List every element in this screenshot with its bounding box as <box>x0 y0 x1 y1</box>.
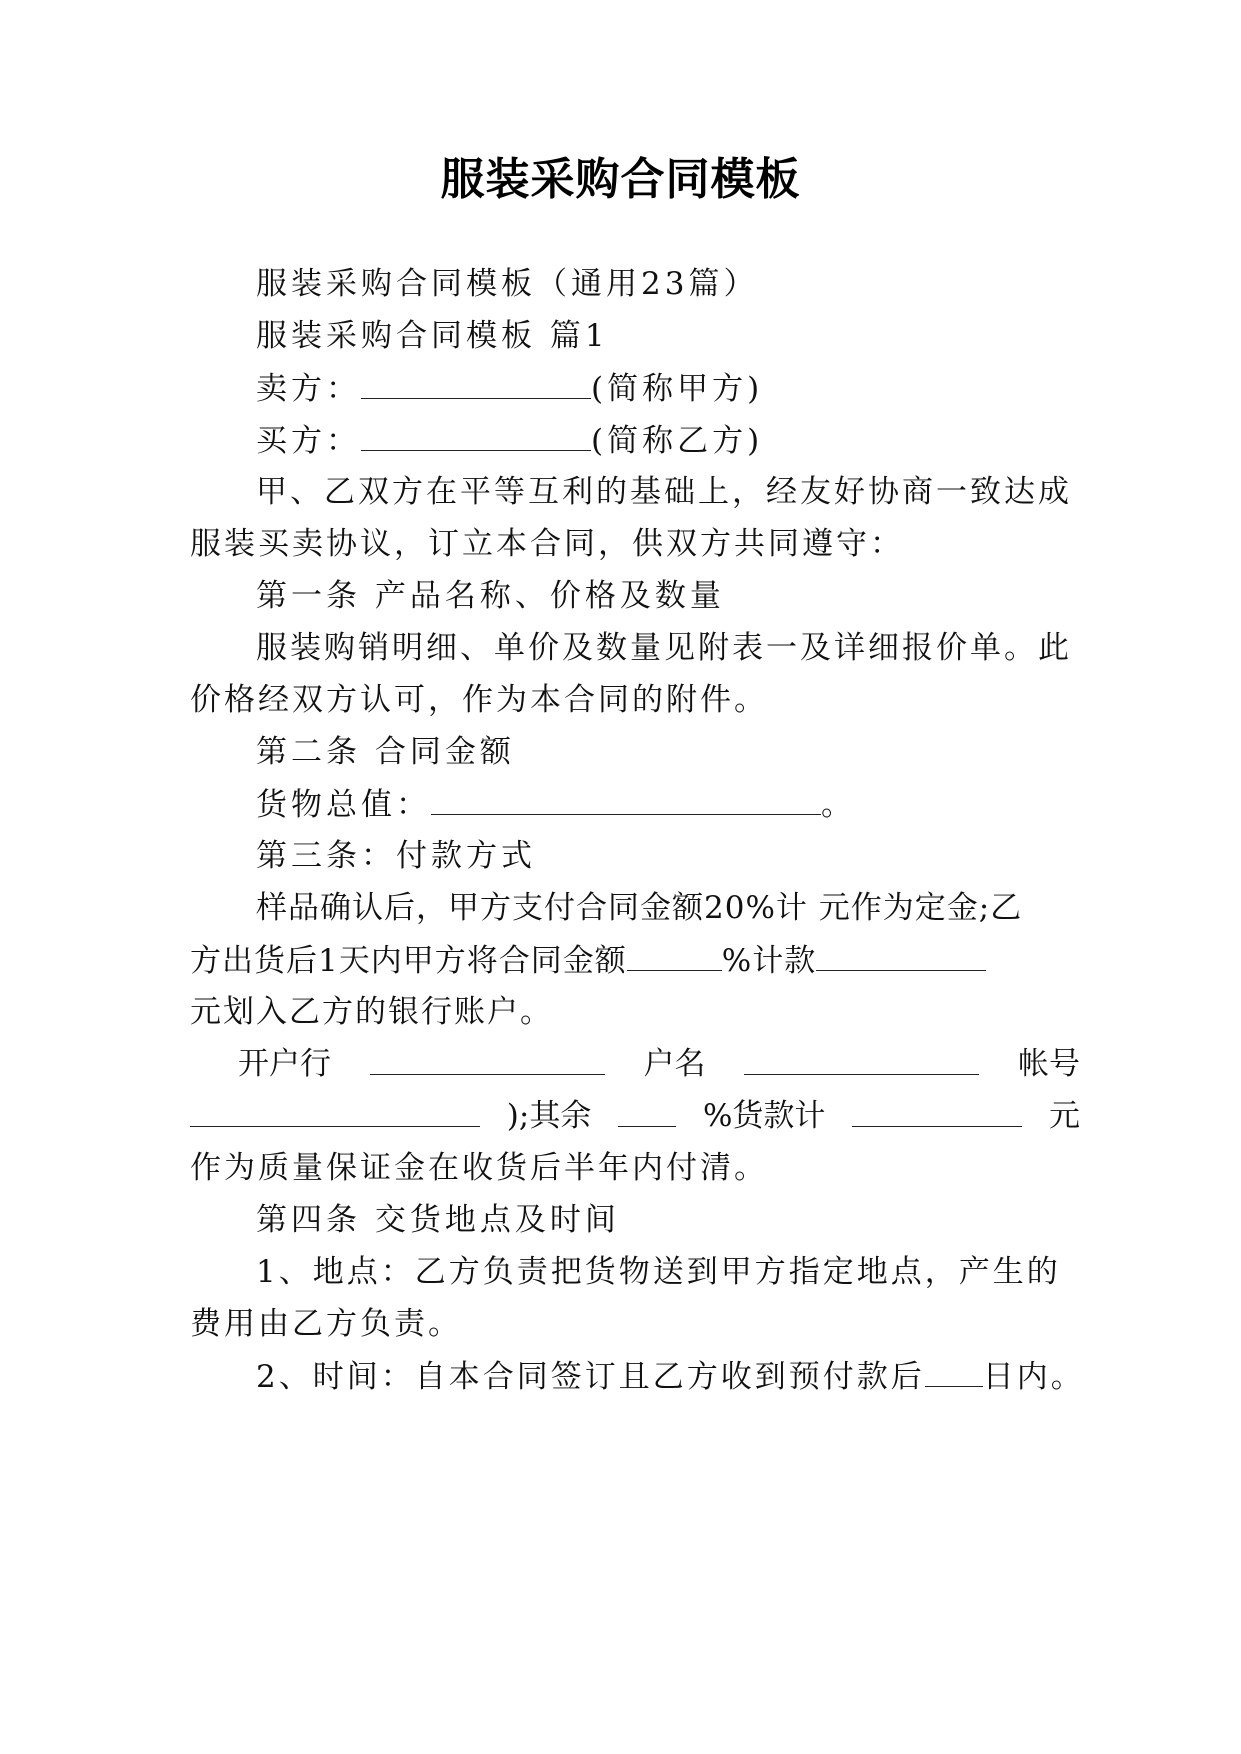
bank-blank <box>370 1044 605 1075</box>
paragraph-line: 元划入乙方的银行账户。 <box>190 994 553 1030</box>
account-name-blank <box>744 1044 979 1075</box>
buyer-label: 买方： <box>256 423 361 459</box>
paragraph-line: 1、地点：乙方负责把货物送到甲方指定地点，产生的 <box>256 1254 1061 1290</box>
paragraph-line: 作为质量保证金在收货后半年内付清。 <box>190 1150 768 1186</box>
seller-abbrev: (简称甲方) <box>591 371 764 407</box>
subtitle-line: 服装采购合同模板（通用23篇） <box>256 266 759 302</box>
percent-blank <box>627 940 722 971</box>
balance-amount-blank <box>852 1096 1022 1127</box>
balance-percent-text: %货款计 <box>702 1098 826 1134</box>
amount-blank <box>816 940 986 971</box>
delivery-time-text: 2、时间：自本合同签订且乙方收到预付款后 <box>256 1359 925 1395</box>
balance-unit: 元 <box>1049 1098 1080 1134</box>
paragraph-line: 甲、乙双方在平等互利的基础上，经友好协商一致达成 <box>256 474 1072 510</box>
article-heading: 第一条 产品名称、价格及数量 <box>256 578 725 614</box>
bank-line <box>238 1044 1080 1084</box>
article-heading: 第三条：付款方式 <box>256 838 536 874</box>
delivery-time-end: 日内。 <box>982 1359 1085 1395</box>
paragraph-line: 样品确认后，甲方支付合同金额20%计 元作为定金;乙 <box>256 890 1023 926</box>
document-title: 服装采购合同模板 <box>440 154 801 205</box>
balance-text: );其余 <box>506 1098 592 1134</box>
bank-label: 开户行 <box>238 1046 331 1082</box>
total-value-line <box>190 784 1146 825</box>
payment-line <box>190 940 1080 981</box>
account-number-label: 帐号 <box>1018 1046 1080 1082</box>
account-name-label: 户名 <box>643 1046 706 1082</box>
payment-text: 方出货后1天内甲方将合同金额 <box>190 943 627 979</box>
paragraph-line: 费用由乙方负责。 <box>190 1306 462 1342</box>
paragraph-line: 价格经双方认可，作为本合同的附件。 <box>190 682 768 718</box>
percent-text: %计款 <box>721 943 817 979</box>
seller-label: 卖方： <box>256 371 361 407</box>
days-blank <box>925 1356 983 1387</box>
seller-blank <box>361 368 591 399</box>
article-heading: 第二条 合同金额 <box>256 734 515 770</box>
buyer-abbrev: (简称乙方) <box>591 423 764 459</box>
balance-percent-blank <box>618 1096 676 1127</box>
buyer-blank <box>361 420 591 451</box>
buyer-line <box>190 420 1146 461</box>
account-number-blank <box>190 1096 480 1127</box>
seller-line <box>190 368 1146 409</box>
total-value-label: 货物总值： <box>256 787 431 823</box>
delivery-time-line <box>190 1356 1146 1397</box>
article-heading: 第四条 交货地点及时间 <box>256 1202 620 1238</box>
total-value-end: 。 <box>821 787 856 823</box>
paragraph-line: 服装购销明细、单价及数量见附表一及详细报价单。此 <box>256 630 1072 666</box>
section-heading: 服装采购合同模板 篇1 <box>256 318 609 354</box>
balance-line <box>190 1096 1080 1136</box>
total-value-blank <box>431 784 821 815</box>
paragraph-line: 服装买卖协议，订立本合同，供双方共同遵守： <box>190 526 904 562</box>
